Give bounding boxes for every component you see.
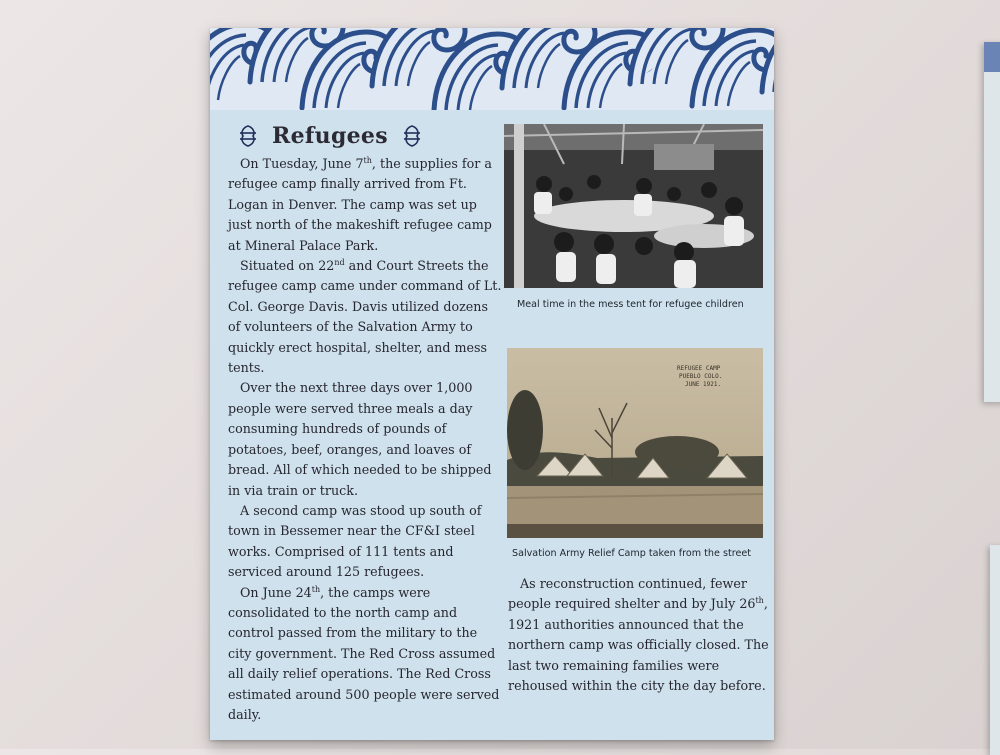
relief-camp-photo [507, 348, 763, 538]
title-row [238, 118, 488, 154]
paragraph-meals-served: Over the next three days over 1,000 people were served three meals a day consuming hundreds of pounds of potatoes, beef, oranges, and loaves of bread. All of which needed to be shipped in via train or truck. [228, 380, 492, 498]
left-text-column [228, 154, 502, 725]
svg-text:REFUGEE CAMP: REFUGEE CAMP [677, 365, 721, 372]
mess-tent-photo [504, 124, 763, 288]
bundle-ornament-icon-right [402, 124, 422, 148]
right-text-column [508, 574, 770, 696]
paragraph-bessemer-camp: A second camp was stood up south of town in Bessemer near the CF&I steel works. Comprised of 111 tents and serviced around 125 refugees. [228, 502, 482, 580]
neighboring-wall-frame-top [984, 42, 1000, 402]
paragraph-court-streets-camp: Situated on 22nd and Court Streets the refugee camp came under command of Lt. Col. George Davis. Davis utilized dozens of volunteers of the Salvation Army to quickly erect hospital, shelter, and mess tents. [228, 257, 502, 376]
mess-tent-caption: Meal time in the mess tent for refugee children [517, 299, 744, 310]
neighboring-wall-frame-bottom [990, 545, 1000, 755]
wave-pattern-banner [210, 28, 774, 110]
paragraph-northern-camp-closed: As reconstruction continued, fewer people required shelter and by July 26th, 1921 authorities announced that the northern camp was officially closed. The last two remaining families were rehoused within the city the day before. [508, 576, 769, 694]
paragraph-camps-consolidated: On June 24th, the camps were consolidated to the north camp and control passed from the military to the city government. The Red Cross assumed all daily relief operations. The Red Cross estimated around 500 people were served daily. [228, 584, 500, 722]
bundle-ornament-icon-left [238, 124, 258, 148]
paragraph-supplies-arrived: On Tuesday, June 7th, the supplies for a refugee camp finally arrived from Ft. Logan in Denver. The camp was set up just north of the makeshift refugee camp at Mineral Palace Park. [228, 155, 492, 253]
panel-title: Refugees [272, 123, 388, 149]
relief-camp-caption: Salvation Army Relief Camp taken from the street [512, 548, 752, 559]
svg-text:JUNE 1921.: JUNE 1921. [685, 381, 722, 388]
exhibit-panel [210, 28, 774, 740]
svg-text:PUEBLO COLO.: PUEBLO COLO. [679, 373, 723, 380]
